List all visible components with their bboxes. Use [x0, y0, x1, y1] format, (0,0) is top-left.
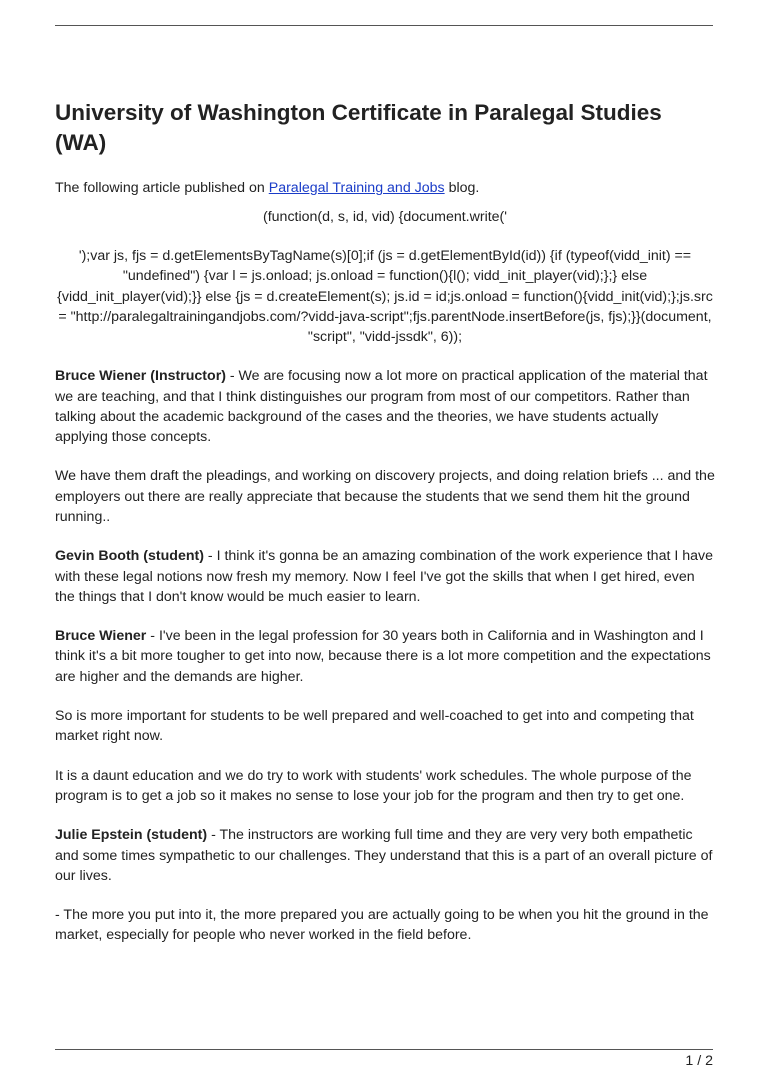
paragraph: It is a daunt education and we do try to work with students' work schedules. The whole purpose of the program is to get a job so it makes no sense to lose your job for the program and then try to get one.	[55, 767, 692, 804]
paragraph: So is more important for students to be well prepared and well-coached to get into and competing that market right now.	[55, 708, 694, 745]
script-line-2: ');var js, fjs = d.getElementsByTagName(s)[0];if (js = d.getElementById(id)) {if (typeof(vidd_init) == "undefined") {var l = js.onload; js.onload = function(){l(); vidd_init_player(vid);};} else {vidd_init_player(vid);}} else {js = d.createElement(s); js.id = id;js.onload = function(){vidd_init(vid);};js.src = "http://paralegaltrainingandjobs.com/?vidd-java-script";fjs.parentNode.insertBefore(js, fjs);}}(document, "script", "vidd-jssdk", 6));	[57, 248, 713, 346]
script-line-1: (function(d, s, id, vid) {document.write('	[263, 209, 507, 225]
speaker-name: Bruce Wiener (Instructor)	[55, 368, 226, 385]
page-title: University of Washington Certificate in Paralegal Studies (WA)	[55, 100, 662, 155]
paragraph: We have them draft the pleadings, and working on discovery projects, and doing relation briefs ... and the employers out there are really appreciate that because the students that we send them hit the ground running..	[55, 468, 715, 525]
header-rule	[55, 25, 713, 26]
paragraph: Bruce Wiener (Instructor) - We are focusing now a lot more on practical application of the material that we are teaching, and that I think distinguishes our program from most of our competitors. Rather than talking about the academic background of the cases and the theories, we have students actually applying those concepts.	[55, 368, 708, 446]
document-body	[55, 98, 715, 946]
paragraph: Bruce Wiener - I've been in the legal profession for 30 years both in California and in Washington and I think it's a bit more tougher to get into now, because there is a lot more competition and the expectations are higher and the demands are higher.	[55, 628, 711, 685]
speaker-name: Julie Epstein (student)	[55, 827, 208, 844]
page-number: 1 / 2	[685, 1053, 713, 1069]
speaker-name: Bruce Wiener	[55, 628, 147, 645]
paragraph: - The more you put into it, the more prepared you are actually going to be when you hit the ground in the market, especially for people who never worked in the field before.	[55, 907, 709, 944]
paragraph: Julie Epstein (student) - The instructors are working full time and they are very very both empathetic and some times sympathetic to our challenges. They understand that this is a part of an overall picture of our lives.	[55, 827, 713, 884]
intro-text: The following article published on Paralegal Training and Jobs blog.	[55, 180, 480, 196]
paragraph: Gevin Booth (student) - I think it's gonna be an amazing combination of the work experience that I have with these legal notions now fresh my memory. Now I feel I've got the skills that when I get hired, even the things that I don't know would be much easier to learn.	[55, 548, 713, 605]
speaker-name: Gevin Booth (student)	[55, 548, 204, 565]
blog-link[interactable]: Paralegal Training and Jobs	[268, 180, 445, 196]
embedded-script-text	[55, 207, 715, 347]
footer-rule	[55, 1049, 713, 1050]
